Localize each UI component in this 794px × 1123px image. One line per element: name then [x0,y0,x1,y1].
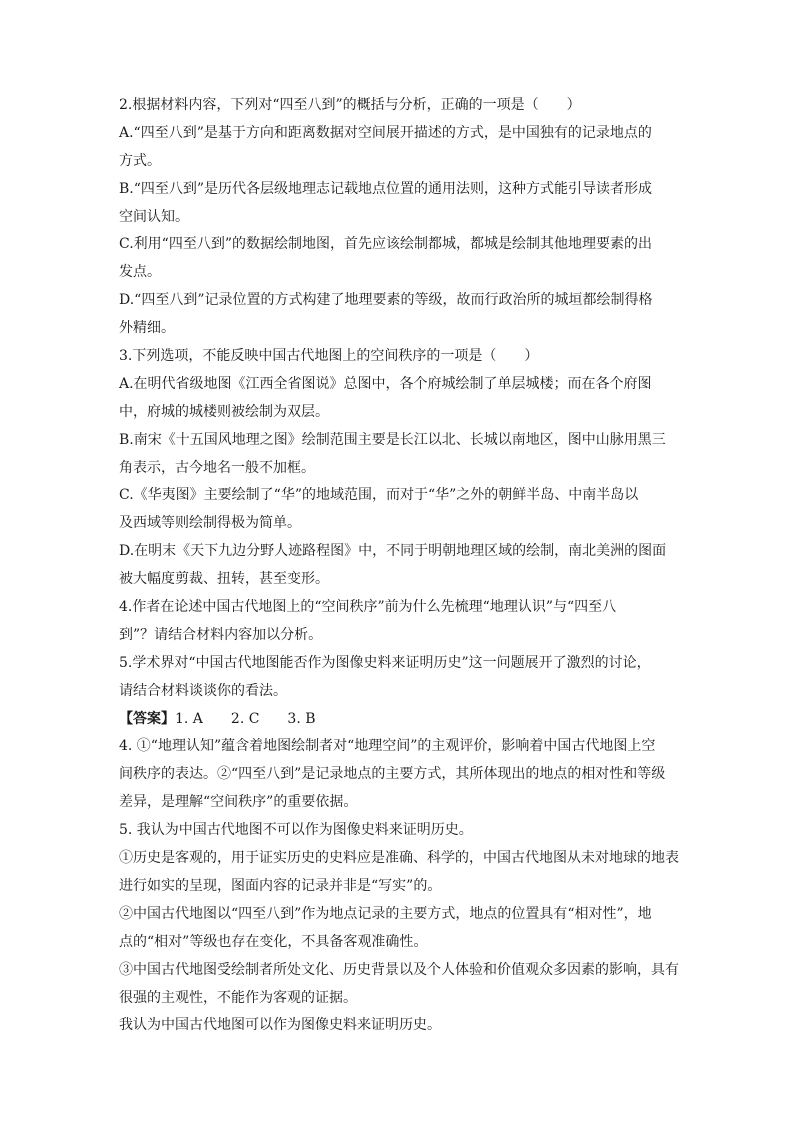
question-3-option-c: C.《华夷图》主要绘制了“华”的地域范围，而对于“华”之外的朝鲜半岛、中南半岛以 [119,487,639,504]
answer-5-point-3: ③中国古代地图受绘制者所处文化、历史背景以及个人体验和价值观众多因素的影响，具有 [119,961,679,978]
answer-key-line [119,706,675,734]
question-5-stem: 5.学术界对“中国古代地图能否作为图像史料来证明历史”这一问题展开了激烈的讨论， [119,654,651,671]
question-3-option-d: D.在明末《天下九边分野人迹路程图》中，不同于明朝地理区域的绘制，南北美洲的图面 [119,543,667,560]
answer-5-point-1-cont: 进行如实的呈现，图面内容的记录并非是“写实”的。 [119,877,442,894]
answer-5-point-2: ②中国古代地图以“四至八到”作为地点记录的主要方式，地点的位置具有“相对性”，地 [119,905,652,922]
question-2-option-b: B.“四至八到”是历代各层级地理志记载地点位置的通用法则，这种方式能引导读者形成 [119,180,653,197]
question-2-stem: 2.根据材料内容，下列对“四至八到”的概括与分析，正确的一项是（ ） [119,97,581,113]
question-3-stem: 3.下列选项，不能反映中国古代地图上的空间秩序的一项是（ ） [119,348,539,365]
document-body [119,92,679,1040]
answer-choices: 1. A 2. C 3. B [175,710,316,727]
answer-5-point-3-cont: 很强的主观性，不能作为客观的证据。 [119,989,357,1006]
answer-5-point-1: ①历史是客观的，用于证实历史的史料应是准确、科学的，中国古代地图从未对地球的地表 [119,850,679,867]
question-3-option-a: A.在明代省级地图《江西全省图说》总图中，各个府城绘制了单层城楼；而在各个府图 [119,375,652,392]
question-2-option-c: C.利用“四至八到”的数据绘制地图，首先应该绘制都城，都城是绘制其他地理要素的出 [119,236,652,253]
answer-4-line-3: 差异，是理解“空间秩序”的重要依据。 [119,794,358,811]
answer-label: 【答案】 [119,710,175,727]
question-2-option-b-cont: 空间认知。 [119,208,189,225]
question-2-option-d: D.“四至八到”记录位置的方式构建了地理要素的等级，故而行政治所的城垣都绘制得格 [119,292,653,309]
question-3-option-d-cont: 被大幅度剪裁、扭转，甚至变形。 [119,571,329,588]
answer-5-alternative: 我认为中国古代地图可以作为图像史料来证明历史。 [119,1017,441,1034]
question-2-option-c-cont: 发点。 [119,264,161,281]
answer-4-line-1: 4. ①“地理认知”蕴含着地图绘制者对“地理空间”的主观评价，影响着中国古代地图上空 [119,738,656,755]
question-3-option-b: B.南宋《十五国风地理之图》绘制范围主要是长江以北、长城以南地区，图中山脉用黑三 [119,431,666,448]
question-3-option-a-cont: 中，府城的城楼则被绘制为双层。 [119,403,329,420]
answer-5-intro: 5. 我认为中国古代地图不可以作为图像史料来证明历史。 [119,822,473,839]
question-3-option-b-cont: 角表示，古今地名一般不加框。 [119,459,315,476]
question-2-option-d-cont: 外精细。 [119,320,175,337]
question-2-option-a-cont: 方式。 [119,152,161,169]
question-3-option-c-cont: 及西域等则绘制得极为简单。 [119,515,301,532]
question-4-stem-cont: 到”？请结合材料内容加以分析。 [119,626,323,643]
answer-5-point-2-cont: 点的“相对”等级也存在变化，不具备客观准确性。 [119,933,428,950]
answer-4-line-2: 间秩序的表达。②“四至八到”是记录地点的主要方式，其所体现出的地点的相对性和等级 [119,766,666,783]
question-5-stem-cont: 请结合材料谈谈你的看法。 [119,682,287,699]
question-4-stem: 4.作者在论述中国古代地图上的“空间秩序”前为什么先梳理“地理认识”与“四至八 [119,599,617,616]
question-2-option-a: A.“四至八到”是基于方向和距离数据对空间展开描述的方式，是中国独有的记录地点的 [119,124,652,141]
